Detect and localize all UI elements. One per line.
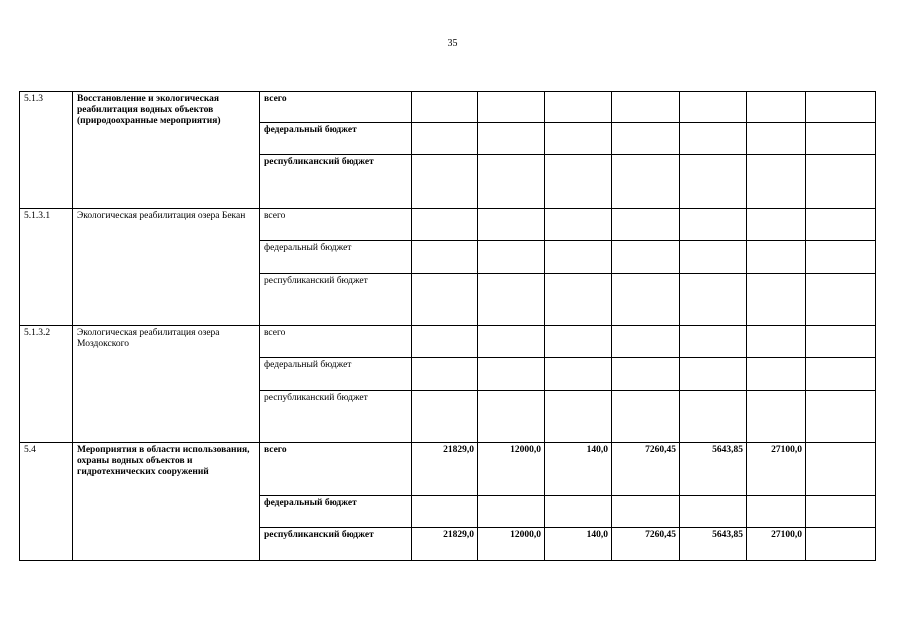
value-cell (680, 241, 747, 274)
value-cell (478, 496, 545, 528)
funding-source: всего (260, 326, 412, 358)
value-cell (478, 241, 545, 274)
value-cell (612, 358, 680, 391)
activity-name: Восстановление и экологическая реабилитация водных объектов (природоохранные мероприятия) (73, 92, 260, 209)
value-cell (412, 391, 478, 443)
activity-name: Мероприятия в области использования, охраны водных объектов и гидротехнических сооружений (73, 443, 260, 561)
value-cell (806, 123, 876, 155)
value-cell (806, 496, 876, 528)
row-code: 5.1.3.2 (20, 326, 73, 443)
value-cell (478, 123, 545, 155)
table-row (20, 326, 876, 358)
value-cell (680, 155, 747, 209)
table-row (20, 209, 876, 241)
value-cell (806, 274, 876, 326)
value-cell (545, 92, 612, 123)
value-cell (680, 496, 747, 528)
value-cell (412, 155, 478, 209)
value-cell (747, 358, 806, 391)
activity-name: Экологическая реабилитация озера Моздокского (73, 326, 260, 443)
value-cell (680, 123, 747, 155)
value-cell (747, 123, 806, 155)
page-number: 35 (447, 38, 458, 49)
value-cell (612, 274, 680, 326)
value-cell (478, 391, 545, 443)
funding-source: всего (260, 443, 412, 496)
value-cell: 12000,0 (478, 443, 545, 496)
value-cell: 21829,0 (412, 443, 478, 496)
value-cell (806, 92, 876, 123)
value-cell (806, 358, 876, 391)
value-cell: 140,0 (545, 443, 612, 496)
value-cell (806, 391, 876, 443)
value-cell (747, 326, 806, 358)
value-cell (478, 326, 545, 358)
value-cell (545, 274, 612, 326)
value-cell: 5643,85 (680, 443, 747, 496)
value-cell (412, 274, 478, 326)
value-cell (545, 209, 612, 241)
value-cell (545, 358, 612, 391)
value-cell (680, 358, 747, 391)
value-cell (612, 391, 680, 443)
value-cell: 7260,45 (612, 528, 680, 561)
funding-source: республиканский бюджет (260, 528, 412, 561)
value-cell (478, 209, 545, 241)
value-cell: 27100,0 (747, 443, 806, 496)
value-cell (412, 123, 478, 155)
funding-source: республиканский бюджет (260, 391, 412, 443)
value-cell (412, 358, 478, 391)
value-cell (412, 209, 478, 241)
table-row (20, 443, 876, 496)
budget-table (19, 91, 876, 561)
row-code: 5.1.3.1 (20, 209, 73, 326)
funding-source: республиканский бюджет (260, 155, 412, 209)
value-cell (680, 326, 747, 358)
value-cell: 27100,0 (747, 528, 806, 561)
funding-source: федеральный бюджет (260, 241, 412, 274)
value-cell (612, 155, 680, 209)
value-cell (412, 326, 478, 358)
value-cell (747, 274, 806, 326)
value-cell (806, 209, 876, 241)
value-cell (545, 391, 612, 443)
value-cell (806, 528, 876, 561)
value-cell (478, 92, 545, 123)
value-cell (747, 155, 806, 209)
value-cell (545, 155, 612, 209)
funding-source: федеральный бюджет (260, 123, 412, 155)
value-cell (747, 241, 806, 274)
value-cell (680, 209, 747, 241)
value-cell (612, 123, 680, 155)
value-cell (806, 443, 876, 496)
value-cell (806, 326, 876, 358)
value-cell (478, 358, 545, 391)
table-row (20, 92, 876, 123)
funding-source: федеральный бюджет (260, 358, 412, 391)
value-cell (680, 391, 747, 443)
value-cell (412, 241, 478, 274)
value-cell: 21829,0 (412, 528, 478, 561)
value-cell (747, 92, 806, 123)
value-cell (747, 391, 806, 443)
value-cell (747, 496, 806, 528)
value-cell (412, 496, 478, 528)
value-cell: 7260,45 (612, 443, 680, 496)
activity-name: Экологическая реабилитация озера Бекан (73, 209, 260, 326)
value-cell (545, 123, 612, 155)
value-cell (747, 209, 806, 241)
value-cell (612, 496, 680, 528)
value-cell (680, 92, 747, 123)
row-code: 5.1.3 (20, 92, 73, 209)
value-cell (612, 326, 680, 358)
funding-source: всего (260, 92, 412, 123)
value-cell (412, 92, 478, 123)
value-cell (806, 241, 876, 274)
funding-source: федеральный бюджет (260, 496, 412, 528)
value-cell: 140,0 (545, 528, 612, 561)
value-cell: 12000,0 (478, 528, 545, 561)
value-cell (478, 155, 545, 209)
value-cell (545, 326, 612, 358)
value-cell (545, 241, 612, 274)
value-cell (680, 274, 747, 326)
value-cell: 5643,85 (680, 528, 747, 561)
value-cell (545, 496, 612, 528)
funding-source: всего (260, 209, 412, 241)
funding-source: республиканский бюджет (260, 274, 412, 326)
value-cell (806, 155, 876, 209)
value-cell (478, 274, 545, 326)
value-cell (612, 241, 680, 274)
row-code: 5.4 (20, 443, 73, 561)
value-cell (612, 92, 680, 123)
value-cell (612, 209, 680, 241)
